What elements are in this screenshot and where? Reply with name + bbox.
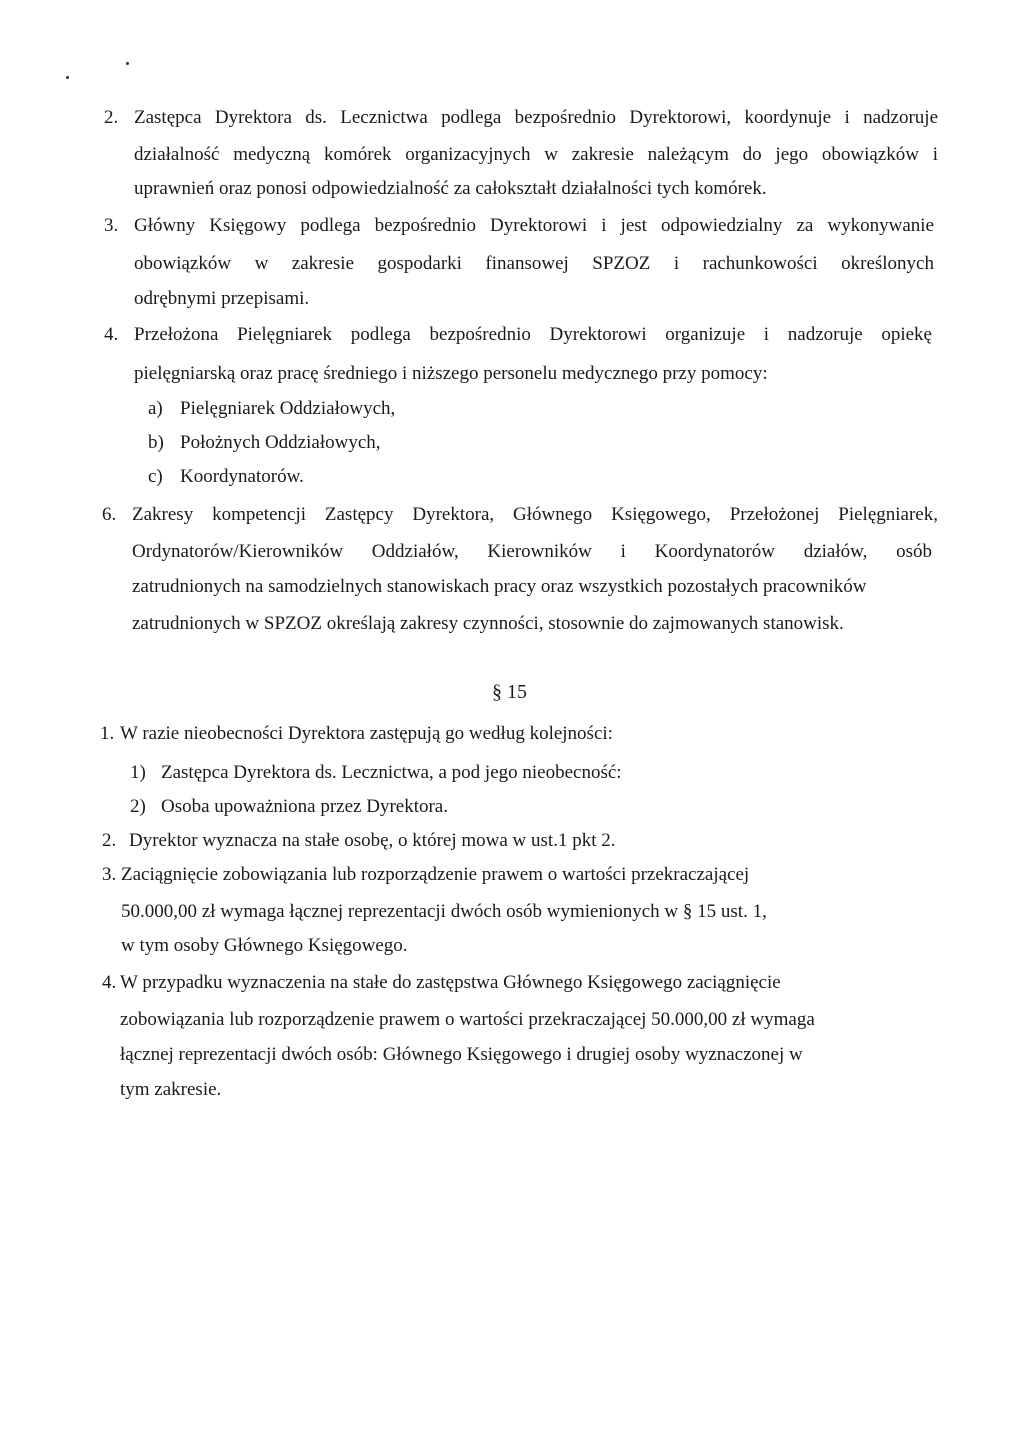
paragraph-line: Dyrektor wyznacza na stałe osobę, o której mowa w ust.1 pkt 2. xyxy=(129,830,616,851)
paragraph-line: łącznej reprezentacji dwóch osób: Głównego Księgowego i drugiej osoby wyznaczonej w xyxy=(120,1044,803,1065)
paragraph-number: 3. xyxy=(104,215,119,236)
list-marker: b) xyxy=(148,432,164,453)
paragraph-number: 2. xyxy=(102,830,117,851)
paragraph-line: pielęgniarską oraz pracę średniego i niższego personelu medycznego przy pomocy: xyxy=(134,363,768,384)
list-item: Położnych Oddziałowych, xyxy=(180,432,381,453)
paragraph-number: 6. xyxy=(102,504,117,525)
list-marker: a) xyxy=(148,398,163,419)
list-item: Zastępca Dyrektora ds. Lecznictwa, a pod jego nieobecność: xyxy=(161,762,622,783)
paragraph-line: Ordynatorów/Kierowników Oddziałów, Kierowników i Koordynatorów działów, osób xyxy=(132,541,932,562)
paragraph-number: 2. xyxy=(104,107,119,128)
paragraph-line: W razie nieobecności Dyrektora zastępują go według kolejności: xyxy=(120,723,613,744)
paragraph-line: 50.000,00 zł wymaga łącznej reprezentacji dwóch osób wymienionych w § 15 ust. 1, xyxy=(121,901,767,922)
paragraph-line: Zastępca Dyrektora ds. Lecznictwa podlega bezpośrednio Dyrektorowi, koordynuje i nadzoruje xyxy=(134,107,938,128)
paragraph-number: 3. xyxy=(102,864,117,885)
paragraph-line: zobowiązania lub rozporządzenie prawem o wartości przekraczającej 50.000,00 zł wymaga xyxy=(120,1009,815,1030)
paragraph-line: zatrudnionych na samodzielnych stanowiskach pracy oraz wszystkich pozostałych pracowników xyxy=(132,576,867,597)
scan-speck xyxy=(126,62,129,65)
section-heading: § 15 xyxy=(492,681,527,703)
paragraph-line: zatrudnionych w SPZOZ określają zakresy czynności, stosownie do zajmowanych stanowisk. xyxy=(132,613,844,634)
paragraph-line: tym zakresie. xyxy=(120,1079,222,1100)
list-item: Koordynatorów. xyxy=(180,466,304,487)
paragraph-number: 1. xyxy=(100,723,115,744)
scan-speck xyxy=(66,76,69,79)
paragraph-line: obowiązków w zakresie gospodarki finansowej SPZOZ i rachunkowości określonych xyxy=(134,253,934,274)
list-item: Osoba upoważniona przez Dyrektora. xyxy=(161,796,448,817)
list-item: Pielęgniarek Oddziałowych, xyxy=(180,398,396,419)
list-marker: c) xyxy=(148,466,163,487)
paragraph-line: Zakresy kompetencji Zastępcy Dyrektora, Głównego Księgowego, Przełożonej Pielęgniarek, xyxy=(132,504,938,525)
paragraph-line: Główny Księgowy podlega bezpośrednio Dyrektorowi i jest odpowiedzialny za wykonywanie xyxy=(134,215,934,236)
list-marker: 1) xyxy=(130,762,146,783)
paragraph-line: uprawnień oraz ponosi odpowiedzialność za całokształt działalności tych komórek. xyxy=(134,178,767,199)
paragraph-line: Przełożona Pielęgniarek podlega bezpośrednio Dyrektorowi organizuje i nadzoruje opiekę xyxy=(134,324,932,345)
paragraph-line: w tym osoby Głównego Księgowego. xyxy=(121,935,408,956)
paragraph-number: 4. xyxy=(104,324,119,345)
paragraph-line: W przypadku wyznaczenia na stałe do zastępstwa Głównego Księgowego zaciągnięcie xyxy=(120,972,781,993)
list-marker: 2) xyxy=(130,796,146,817)
paragraph-line: działalność medyczną komórek organizacyjnych w zakresie należącym do jego obowiązków i xyxy=(134,144,938,165)
paragraph-line: odrębnymi przepisami. xyxy=(134,288,310,309)
paragraph-number: 4. xyxy=(102,972,117,993)
paragraph-line: Zaciągnięcie zobowiązania lub rozporządzenie prawem o wartości przekraczającej xyxy=(121,864,750,885)
